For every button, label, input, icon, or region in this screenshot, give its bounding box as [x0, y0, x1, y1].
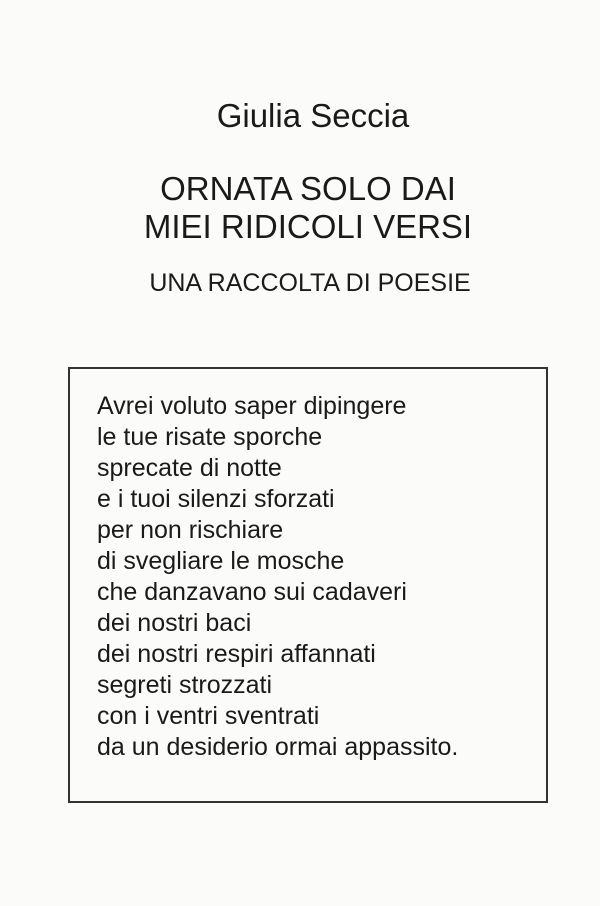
poem-line: dei nostri baci [97, 609, 252, 637]
title-line: ORNATA SOLO DAI [160, 170, 456, 207]
poem-line: che danzavano sui cadaveri [97, 578, 407, 606]
poem-line: da un desiderio ormai appassito. [97, 733, 459, 761]
poem-line: Avrei voluto saper dipingere [97, 392, 407, 420]
poem-line: sprecate di notte [97, 454, 282, 482]
poem-excerpt [97, 391, 458, 763]
poem-frame [68, 367, 548, 803]
poem-line: con i ventri sventrati [97, 702, 320, 730]
poem-line: di svegliare le mosche [97, 547, 345, 575]
poem-line: per non rischiare [97, 516, 284, 544]
book-subtitle: UNA RACCOLTA DI POESIE [149, 269, 471, 297]
author-name: Giulia Seccia [216, 97, 410, 134]
poem-line: dei nostri respiri affannati [97, 640, 376, 668]
poem-line: e i tuoi silenzi sforzati [97, 485, 335, 513]
poem-line: le tue risate sporche [97, 423, 323, 451]
title-line: MIEI RIDICOLI VERSI [143, 208, 473, 245]
poem-line: segreti strozzati [97, 671, 273, 699]
book-title [0, 170, 600, 246]
